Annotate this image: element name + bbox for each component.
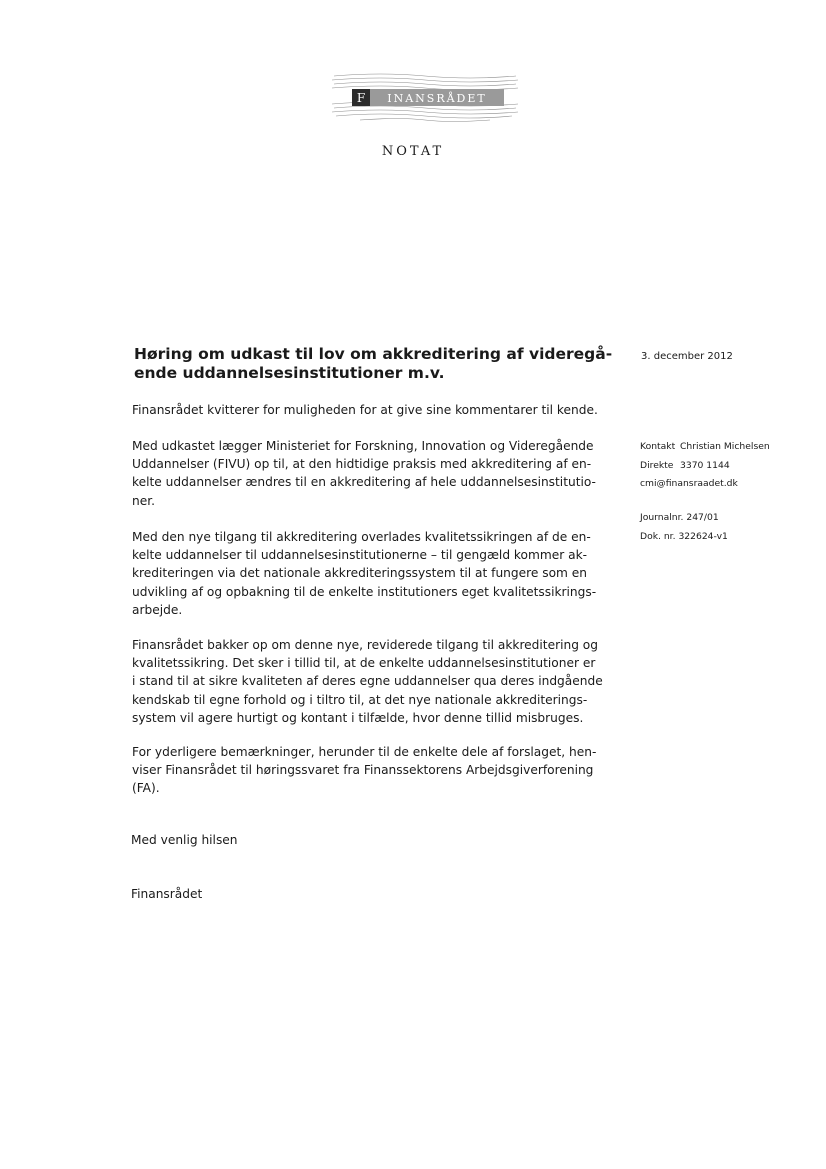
- direct-phone: [640, 457, 770, 476]
- logo-wordmark: INANSRÅDET: [387, 92, 487, 105]
- paragraph-support: [132, 636, 612, 727]
- title-line: ende uddannelsesinstitutioner m.v.: [134, 364, 445, 382]
- contact-person: [640, 438, 770, 457]
- paragraph-line: Finansrådet kvitterer for muligheden for at give sine kommentarer til kende.: [132, 403, 598, 417]
- contact-block: [640, 438, 770, 494]
- paragraph-line: krediteringen via det nationale akkrediteringssystem til at fungere som en: [132, 566, 588, 581]
- paragraph-new-approach: [132, 528, 612, 619]
- paragraph-referral: [132, 743, 612, 798]
- contact-email: cmi@finansraadet.dk: [640, 478, 738, 489]
- finansraadet-logo: [330, 70, 520, 122]
- paragraph-line: ner.: [132, 493, 155, 508]
- paragraph-line: For yderligere bemærkninger, herunder til de enkelte dele af forslaget, hen-: [132, 745, 597, 759]
- logo-initial: F: [356, 91, 366, 105]
- paragraph-line: udvikling af og opbakning til de enkelte institutioners eget kvalitetssikrings-: [132, 584, 597, 599]
- document-number: Dok. nr. 322624-v1: [640, 530, 728, 542]
- paragraph-line: Uddannelser (FIVU) op til, at den hidtidige praksis med akkreditering af en-: [132, 457, 592, 472]
- paragraph-line: i stand til at sikre kvaliteten af deres egne uddannelser qua deres indgående: [132, 674, 603, 689]
- contact-name: Christian Michelsen: [680, 441, 770, 452]
- document-title: [134, 345, 613, 383]
- paragraph-line: viser Finansrådet til høringssvaret fra Finanssektorens Arbejdsgiverforening: [132, 763, 594, 778]
- paragraph-line: Med den nye tilgang til akkreditering overlades kvalitetssikringen af de en-: [132, 530, 591, 544]
- direct-label: Direkte: [640, 459, 674, 471]
- logo-graphic: [330, 70, 520, 122]
- paragraph-background: [132, 437, 612, 510]
- paragraph-line: Med udkastet lægger Ministeriet for Forskning, Innovation og Videregående: [132, 439, 594, 453]
- paragraph-line: kelte uddannelser ændres til en akkreditering af hele uddannelsesinstitutio-: [132, 475, 596, 490]
- paragraph-line: kelte uddannelser til uddannelsesinstitutionerne – til gengæld kommer ak-: [132, 548, 588, 563]
- contact-label: Kontakt: [640, 441, 676, 452]
- paragraph-line: kvalitetssikring. Det sker i tillid til, at de enkelte uddannelsesinstitutioner er: [132, 656, 596, 671]
- document-date: 3. december 2012: [641, 351, 733, 362]
- reference-block: [640, 509, 728, 546]
- paragraph-line: (FA).: [132, 781, 160, 796]
- paragraph-line: Finansrådet bakker op om denne nye, reviderede tilgang til akkreditering og: [132, 638, 599, 652]
- paragraph-intro: [132, 401, 612, 419]
- paragraph-line: system vil agere hurtigt og kontant i tilfælde, hvor denne tillid misbruges.: [132, 710, 584, 725]
- paragraph-line: arbejde.: [132, 602, 183, 617]
- closing-salutation: Med venlig hilsen: [131, 833, 238, 847]
- direct-number: 3370 1144: [680, 459, 730, 471]
- journal-number: Journalnr. 247/01: [640, 512, 719, 523]
- document-type-label: NOTAT: [381, 144, 445, 159]
- paragraph-line: kendskab til egne forhold og i tiltro til, at det nye nationale akkrediterings-: [132, 692, 588, 707]
- signature: Finansrådet: [131, 887, 203, 901]
- title-line: Høring om udkast til lov om akkreditering af videregå-: [134, 345, 613, 363]
